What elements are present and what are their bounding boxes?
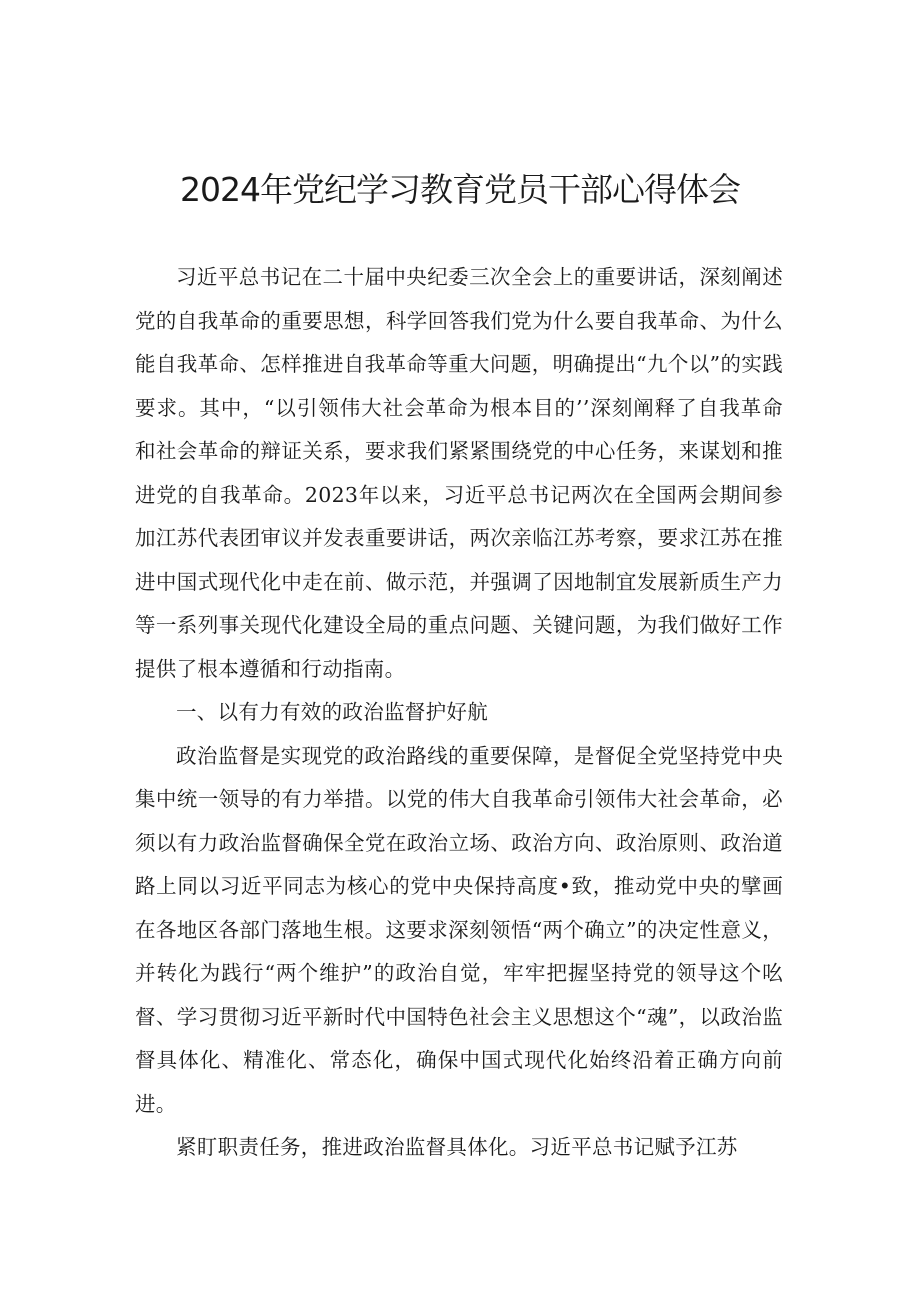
paragraph-intro: 习近平总书记在二十届中央纪委三次全会上的重要讲话，深刻阐述党的自我革命的重要思想，科学回答我们党为什么要自我革命、为什么能自我革命、怎样推进自我革命等重大问题，明确提出“九个以”的实践要求。其中，“以引领伟大社会革命为根本目的’’深刻阐释了自我革命和社会革命的辩证关系，要求我们紧紧围绕党的中心任务，来谋划和推进党的自我革命。2023年以来，习近平总书记两次在全国两会期间参加江苏代表团审议并发表重要讲话，两次亲临江苏考察，要求江苏在推进中国式现代化中走在前、做示范，并强调了因地制宜发展新质生产力等一系列事关现代化建设全局的重点问题、关键问题，为我们做好工作提供了根本遵循和行动指南。 (135, 265, 783, 681)
paragraph-duty-tasks: 紧盯职责任务，推进政治监督具体化。习近平总书记赋予江苏 (176, 1135, 738, 1159)
document-body (135, 256, 783, 1170)
section-heading-1: 一、以有力有效的政治监督护好航 (176, 700, 488, 724)
document-title: 2024年党纪学习教育党员干部心得体会 (180, 170, 740, 209)
paragraph-political-supervision: 政治监督是实现党的政治路线的重要保障，是督促全党坚持党中央集中统一领导的有力举措。以党的伟大自我革命引领伟大社会革命，必须以有力政治监督确保全党在政治立场、政治方向、政治原则、政治道路上同以习近平同志为核心的党中央保持高度•致，推动党中央的擘画在各地区各部门落地生根。这要求深刻领悟“两个确立”的决定性意义，并转化为践行“两个维护”的政治自觉，牢牢把握坚持党的领导这个吆督、学习贯彻习近平新时代中国特色社会主义思想这个“魂”，以政治监督具体化、精准化、常态化，确保中国式现代化始终沿着正确方向前进。 (135, 743, 783, 1116)
